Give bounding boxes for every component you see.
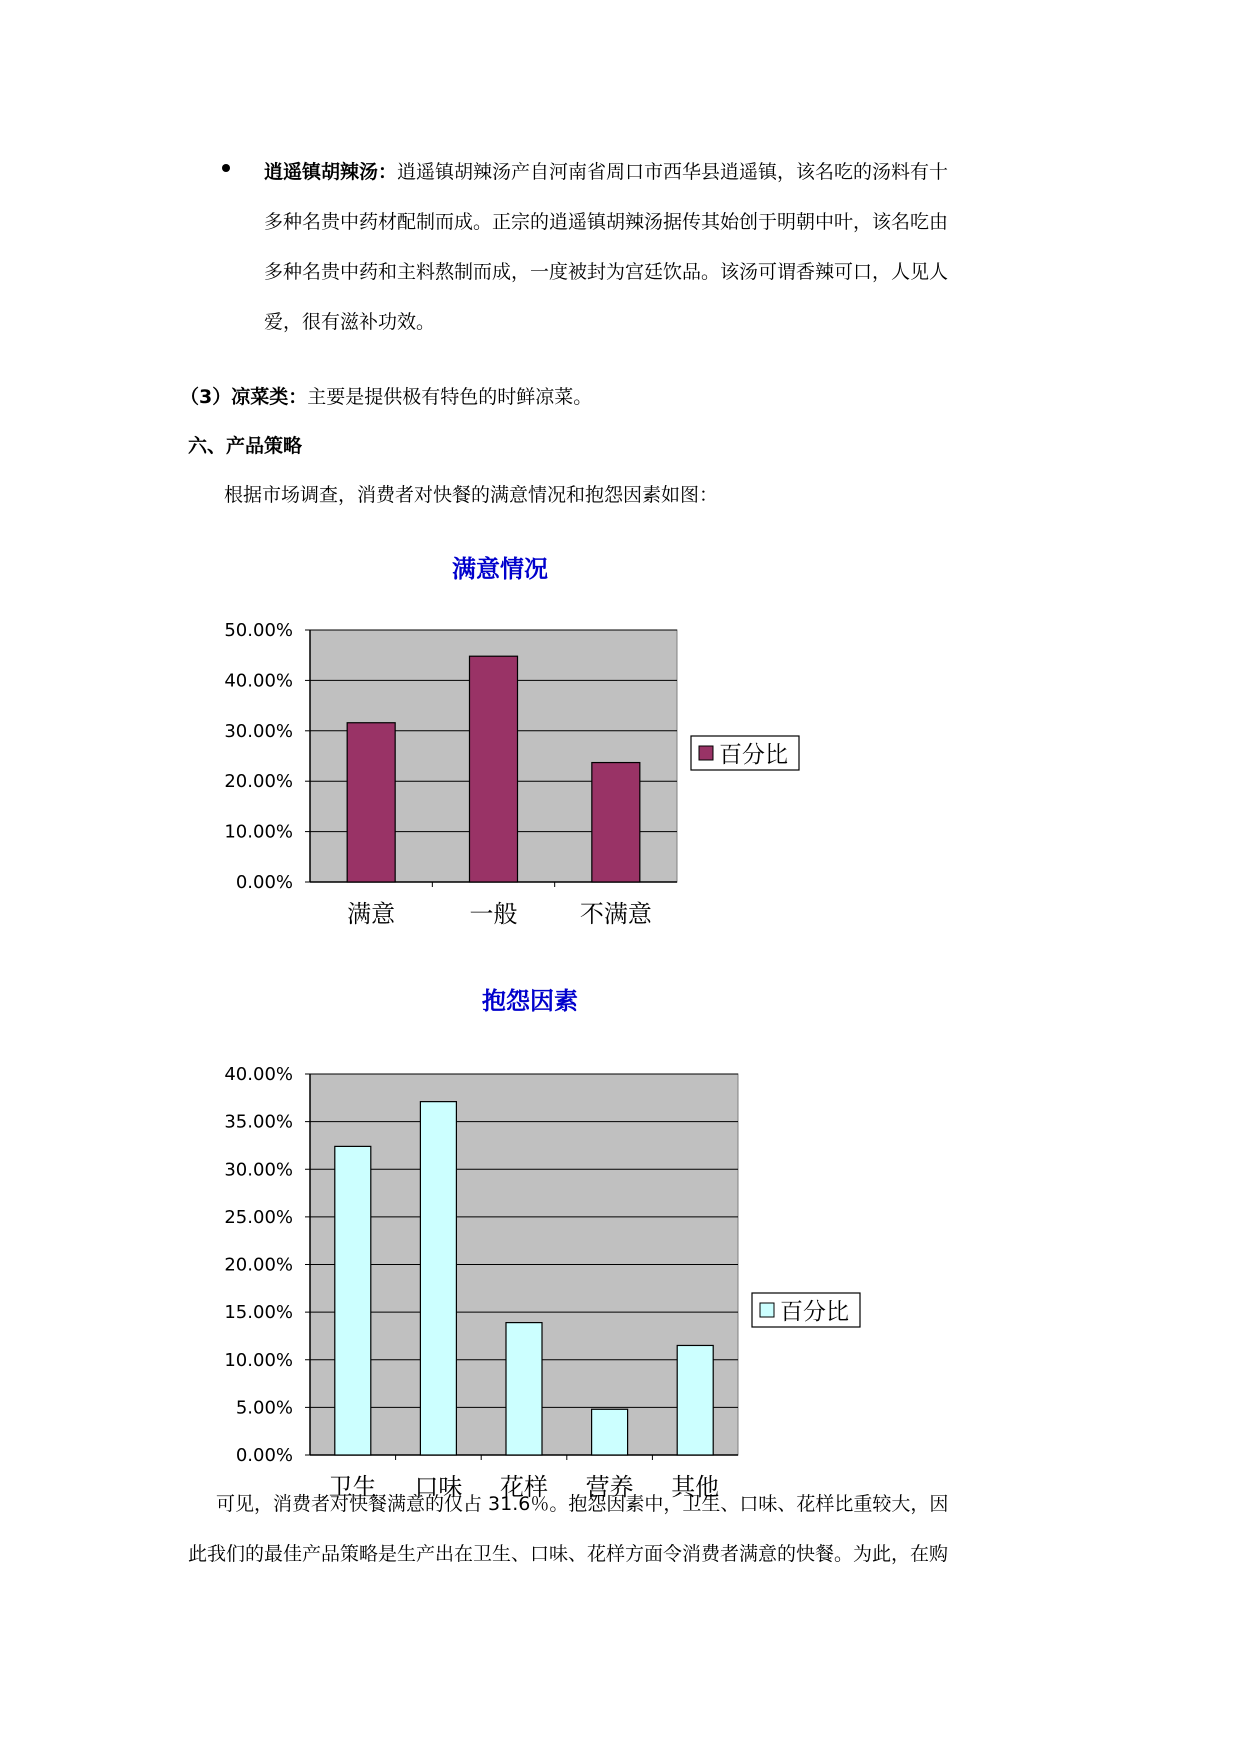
y-tick-label: 40.00% [224, 670, 293, 692]
bullet-term: 逍遥镇胡辣汤： [264, 161, 398, 183]
bullet-line-1 [264, 160, 948, 184]
bullet-dot [222, 164, 230, 172]
legend-swatch [699, 746, 713, 760]
legend-swatch [760, 1303, 774, 1317]
x-category-label: 花样 [500, 1473, 548, 1501]
chart-title: 抱怨因素 [482, 987, 578, 1015]
bar [347, 723, 395, 882]
x-category-label: 满意 [347, 900, 396, 928]
bar [506, 1323, 542, 1455]
bar [592, 763, 640, 882]
intro-text: 根据市场调查，消费者对快餐的满意情况和抱怨因素如图： [224, 484, 719, 506]
x-category-label: 不满意 [579, 900, 652, 928]
section-heading-6: 六、产品策略 [188, 435, 303, 457]
y-tick-label: 0.00% [235, 1445, 293, 1466]
bar [592, 1409, 628, 1455]
complaint-factors-chart [0, 987, 1241, 1501]
y-tick-label: 5.00% [235, 1397, 293, 1419]
bar [335, 1146, 371, 1455]
bar [470, 656, 518, 882]
section-3-label: （3）凉菜类： [180, 386, 308, 408]
y-tick-label: 20.00% [224, 771, 293, 793]
bar [420, 1102, 456, 1455]
conclusion-line-1: 可见，消费者对快餐满意的仅占 31.6％。抱怨因素中，卫生、口味、花样比重较大，因 [216, 1493, 949, 1515]
satisfaction-chart [0, 540, 1241, 940]
x-category-label: 一般 [469, 900, 518, 928]
y-tick-label: 30.00% [224, 720, 293, 742]
section-3-text: 主要是提供极有特色的时鲜凉菜。 [307, 386, 593, 408]
bullet-line-2: 多种名贵中药材配制而成。正宗的逍遥镇胡辣汤据传其始创于明朝中叶，该名吃由 [264, 211, 949, 233]
y-tick-label: 10.00% [224, 821, 293, 843]
bullet-line-3: 多种名贵中药和主料熬制而成，一度被封为宫廷饮品。该汤可谓香辣可口，人见人 [264, 261, 949, 283]
x-category-label: 营养 [585, 1473, 634, 1501]
y-tick-label: 30.00% [224, 1159, 293, 1181]
x-category-label: 其他 [671, 1473, 720, 1501]
y-tick-label: 10.00% [224, 1349, 293, 1371]
y-tick-label: 35.00% [224, 1111, 293, 1133]
bullet-text-1: 逍遥镇胡辣汤产自河南省周口市西华县逍遥镇，该名吃的汤料有十 [397, 161, 949, 183]
y-tick-label: 15.00% [224, 1302, 293, 1324]
x-category-label: 口味 [414, 1473, 463, 1501]
y-tick-label: 25.00% [224, 1206, 293, 1228]
legend-label: 百分比 [719, 742, 788, 768]
bar [677, 1345, 713, 1455]
legend-label: 百分比 [780, 1299, 849, 1325]
section-3-line [180, 385, 592, 409]
chart-title: 满意情况 [452, 555, 548, 583]
chart-group [224, 987, 860, 1501]
y-tick-label: 20.00% [224, 1254, 293, 1276]
x-category-label: 卫生 [328, 1473, 377, 1501]
bullet-line-4: 爱，很有滋补功效。 [264, 311, 436, 333]
y-tick-label: 40.00% [224, 1064, 293, 1085]
y-tick-label: 50.00% [224, 620, 293, 641]
conclusion-line-2: 此我们的最佳产品策略是生产出在卫生、口味、花样方面令消费者满意的快餐。为此，在购 [188, 1543, 949, 1565]
y-tick-label: 0.00% [235, 872, 293, 893]
